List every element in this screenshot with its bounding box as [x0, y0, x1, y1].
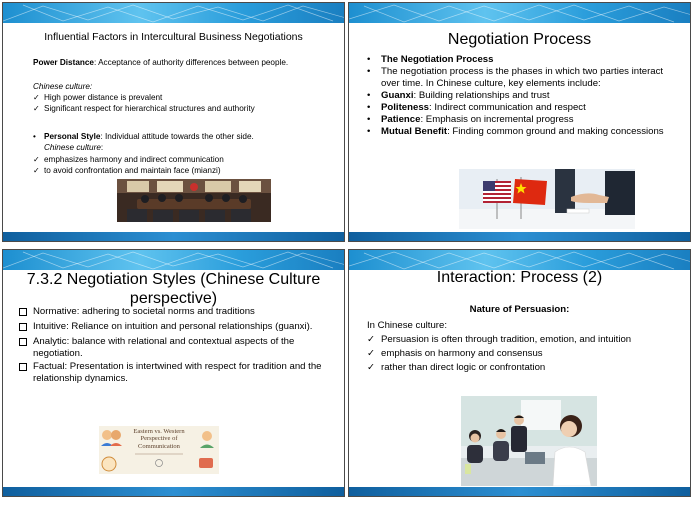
check-text: rather than direct logic or confrontation [381, 362, 546, 373]
style-text: Analytic: balance with relational and contextual aspects of the negotiation. [33, 336, 295, 359]
checkbox-icon [19, 361, 33, 375]
bullet-item [367, 66, 675, 90]
bullet-text: : Building relationships and trust [413, 90, 550, 101]
check-text: emphasis on harmony and consensus [381, 348, 543, 359]
check-text: Significant respect for hierarchical structures and authority [44, 104, 255, 113]
check-icon: ✓ [33, 93, 40, 102]
checkbox-icon [19, 306, 33, 320]
bullet-item [367, 90, 675, 102]
style-item [19, 361, 331, 385]
checkbox-icon [19, 321, 33, 335]
slide-banner [3, 3, 344, 23]
style-text: Intuitive: Reliance on intuition and personal relationships (guanxi). [33, 321, 313, 332]
business-team-photo [461, 396, 597, 486]
label-colon: : [100, 143, 104, 152]
slide-banner [349, 3, 690, 23]
slide-interaction-process [348, 249, 691, 497]
bullet-icon: • [367, 54, 371, 65]
check-list-2 [33, 154, 333, 176]
bullet-term: The Negotiation Process [381, 54, 494, 65]
bullet-list [367, 54, 675, 138]
bullet-term: Mutual Benefit [381, 126, 448, 137]
image-caption: Eastern vs. Western Perspective of Communication [133, 428, 185, 450]
handshake-flags-photo [459, 169, 635, 229]
slide-footer [3, 232, 344, 241]
check-text: High power distance is prevalent [44, 93, 163, 102]
bullet-text: : Emphasis on incremental progress [420, 114, 574, 125]
check-text: to avoid confrontation and maintain face (mianzi) [44, 166, 221, 175]
chinese-culture-label: Chinese culture: [33, 82, 93, 91]
bullet-item [367, 54, 675, 66]
slide-banner [349, 250, 690, 270]
bullet-term: Guanxi [381, 90, 414, 101]
check-item [367, 362, 677, 374]
bullet-term: Politeness [381, 102, 429, 113]
style-text: Factual: Presentation is intertwined with respect for tradition and the relationship dynamics. [33, 361, 322, 384]
check-text: emphasizes harmony and indirect communication [44, 155, 224, 164]
slide-footer [3, 487, 344, 496]
check-icon: ✓ [367, 334, 376, 345]
check-icon: ✓ [367, 348, 376, 359]
check-item [33, 92, 333, 103]
style-text: Normative: adhering to societal norms and traditions [33, 306, 255, 317]
slide-title: 7.3.2 Negotiation Styles (Chinese Culture perspective) [26, 271, 321, 307]
personal-style-line [33, 131, 333, 153]
check-icon: ✓ [367, 362, 376, 373]
checkbox-icon [19, 336, 33, 350]
persuasion-list [367, 320, 677, 374]
slide-footer [349, 487, 690, 496]
bullet-text: : Finding common ground and making concessions [447, 126, 664, 137]
bullet-text: The negotiation process is the phases in which two parties interact over time. In Chinese culture, key elements include: [381, 66, 664, 89]
check-item [33, 165, 333, 176]
check-item [367, 348, 677, 360]
check-item [33, 103, 333, 114]
check-text: Persuasion is often through tradition, emotion, and intuition [381, 334, 632, 345]
label-text: Chinese culture [44, 143, 101, 152]
east-west-communication-image [99, 426, 219, 474]
slide-title: Influential Factors in Intercultural Business Negotiations [44, 31, 303, 43]
bullet-icon: • [367, 126, 371, 137]
style-item [19, 306, 331, 320]
bullet-term: Patience [381, 114, 421, 125]
term-personal-style: Personal Style [44, 132, 101, 141]
slide-footer [349, 232, 690, 241]
slide-negotiation-styles [2, 249, 345, 497]
check-icon: ✓ [33, 155, 40, 164]
slide-subtitle: Nature of Persuasion: [469, 304, 570, 315]
check-list-1 [33, 92, 333, 114]
power-distance-line [33, 57, 333, 68]
term-power-distance: Power Distance [33, 58, 94, 67]
style-item [19, 321, 331, 335]
desc-power-distance: : Acceptance of authority differences between people. [93, 58, 289, 67]
bullet-icon: • [33, 132, 36, 141]
check-item [367, 334, 677, 346]
check-icon: ✓ [33, 104, 40, 113]
chinese-culture-label-2 [33, 142, 333, 153]
bullet-icon: • [367, 102, 371, 113]
bullet-text: : Indirect communication and respect [429, 102, 586, 113]
bullet-item [367, 114, 675, 126]
bullet-item [367, 102, 675, 114]
slide-title: Negotiation Process [447, 31, 592, 48]
check-icon: ✓ [33, 166, 40, 175]
slide-banner [3, 250, 344, 270]
bullet-item [367, 126, 675, 138]
desc-personal-style: : Individual attitude towards the other side. [100, 132, 254, 141]
intro-text: In Chinese culture: [367, 320, 447, 331]
meeting-room-photo [117, 179, 271, 222]
bullet-icon: • [367, 114, 371, 125]
style-item [19, 336, 331, 360]
slide-title: Interaction: Process (2) [436, 269, 603, 286]
slide-negotiation-process [348, 2, 691, 242]
check-item [33, 154, 333, 165]
slide-influential-factors [2, 2, 345, 242]
bullet-icon: • [367, 66, 371, 77]
style-list [19, 306, 331, 385]
bullet-icon: • [367, 90, 371, 101]
